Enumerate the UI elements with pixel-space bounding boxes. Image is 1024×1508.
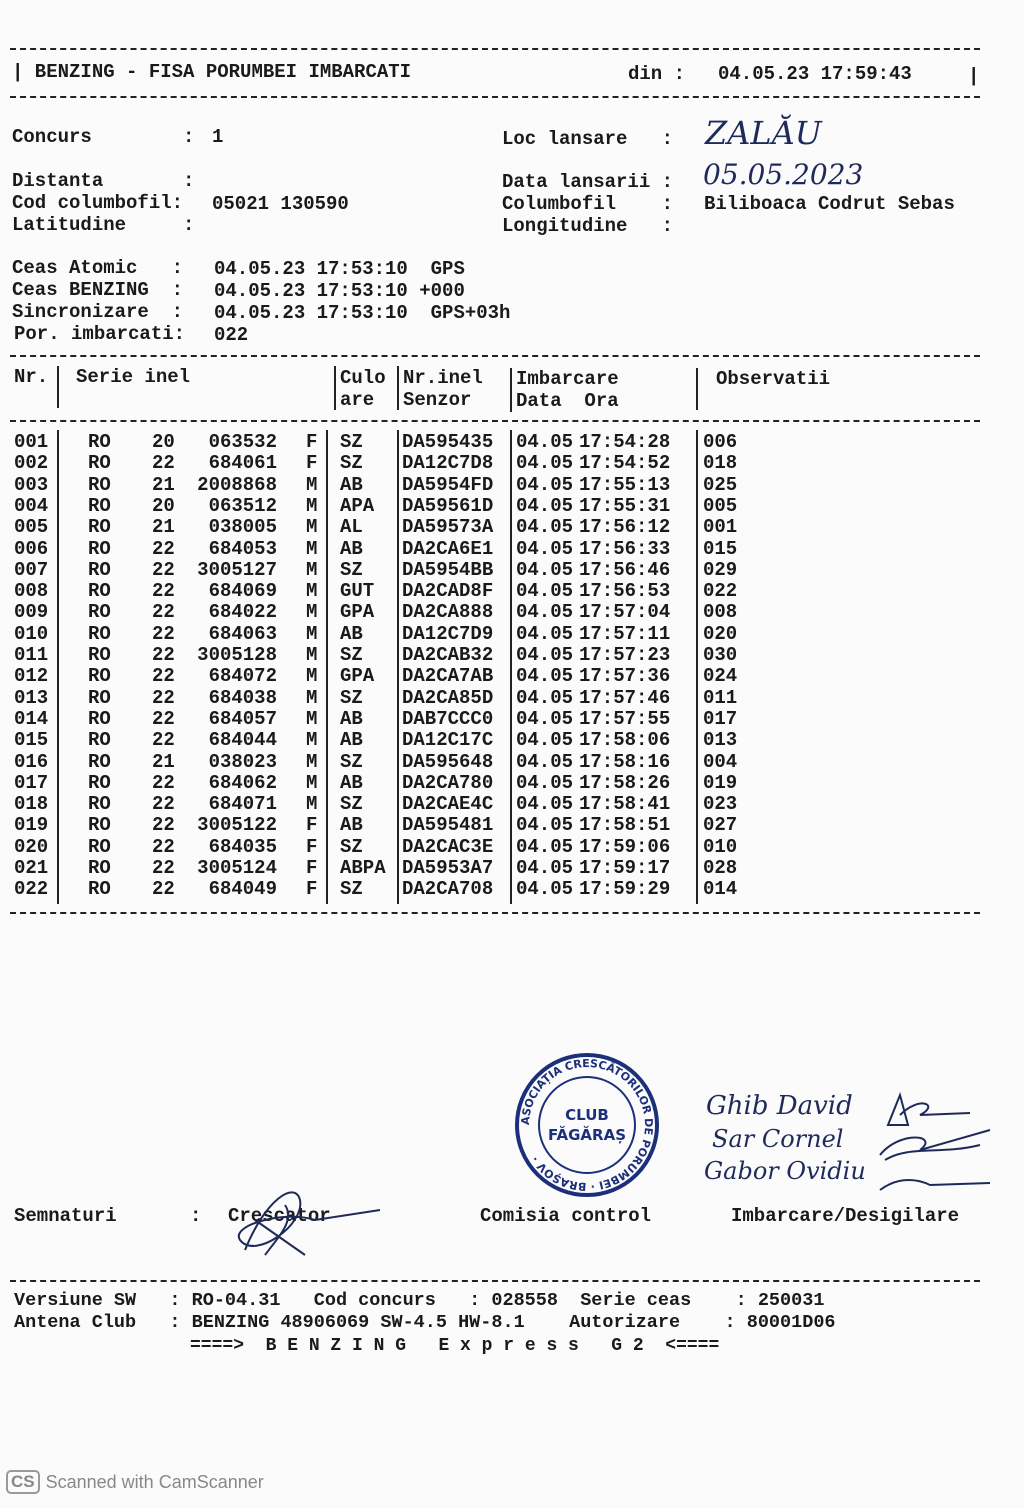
cell-ring: 684038 xyxy=(208,686,277,709)
cell-sensor: DA2CAB32 xyxy=(402,644,494,666)
cell-sensor: DA2CA780 xyxy=(402,771,494,794)
loc-lansare-label: Loc lansare : xyxy=(502,128,674,150)
cell-observatii: 004 xyxy=(703,750,738,773)
cell-date: 04.05 xyxy=(516,516,574,539)
cell-sensor: DA59561D xyxy=(402,494,494,517)
cell-sensor: DA59573A xyxy=(402,516,494,539)
cell-sex: M xyxy=(306,665,318,688)
cell-year: 22 xyxy=(152,452,175,475)
cell-observatii: 001 xyxy=(703,516,738,539)
crescator-label: Crescator xyxy=(228,1205,331,1227)
cell-date: 04.05 xyxy=(516,707,574,730)
cell-year: 22 xyxy=(152,644,175,666)
header-separator xyxy=(397,366,399,410)
cell-ring: 684071 xyxy=(208,793,277,816)
cell-ring: 038005 xyxy=(208,516,277,539)
cell-sex: M xyxy=(306,771,318,794)
column-separator xyxy=(57,430,59,904)
cell-time: 17:59:29 xyxy=(579,878,671,901)
print-datetime: 04.05.23 17:59:43 xyxy=(718,63,912,85)
cell-time: 17:57:55 xyxy=(579,707,671,730)
signer-name-2: Sar Cornel xyxy=(712,1125,844,1153)
cell-time: 17:59:06 xyxy=(579,835,671,858)
cell-sensor: DA12C7D8 xyxy=(402,452,494,475)
col-header-data-ora: Data Ora xyxy=(516,390,619,412)
columbofil-label: Columbofil : xyxy=(502,193,674,215)
cell-sex: M xyxy=(306,729,318,752)
cell-ring: 063532 xyxy=(208,431,277,453)
cell-year: 22 xyxy=(152,707,175,730)
cell-sex: M xyxy=(306,686,318,709)
cell-country: RO xyxy=(88,878,111,901)
cell-country: RO xyxy=(88,452,111,475)
cell-country: RO xyxy=(88,644,111,666)
cell-color: AB xyxy=(340,814,363,837)
cell-country: RO xyxy=(88,771,111,794)
cell-date: 04.05 xyxy=(516,750,574,773)
semnaturi-label: Semnaturi xyxy=(14,1205,117,1227)
cell-color: AB xyxy=(340,473,363,496)
cell-sensor: DA2CA888 xyxy=(402,601,494,624)
cell-country: RO xyxy=(88,729,111,752)
cell-color: SZ xyxy=(340,644,363,666)
cell-observatii: 013 xyxy=(703,729,738,752)
cell-nr: 001 xyxy=(14,431,49,453)
cell-ring: 684072 xyxy=(208,665,277,688)
cell-date: 04.05 xyxy=(516,644,574,666)
cell-time: 17:56:53 xyxy=(579,580,671,603)
cell-nr: 009 xyxy=(14,601,49,624)
ceas-benzing-label: Ceas BENZING : xyxy=(12,279,184,301)
cell-observatii: 024 xyxy=(703,665,738,688)
cell-nr: 006 xyxy=(14,537,49,560)
cell-ring: 3005122 xyxy=(197,814,277,837)
cell-time: 17:57:04 xyxy=(579,601,671,624)
divider xyxy=(10,355,980,357)
divider xyxy=(10,420,980,422)
document-title: | BENZING - FISA PORUMBEI IMBARCATI xyxy=(12,61,412,83)
divider xyxy=(10,1280,980,1282)
cell-observatii: 028 xyxy=(703,857,738,879)
cell-nr: 019 xyxy=(14,814,49,837)
cell-country: RO xyxy=(88,516,111,539)
cell-color: AB xyxy=(340,622,363,645)
porumbei-imbarcati-label: Por. imbarcati: xyxy=(14,323,186,345)
comisia-control-label: Comisia control xyxy=(480,1205,652,1227)
cod-columbofil-label: Cod columbofil: xyxy=(12,192,184,214)
cell-nr: 014 xyxy=(14,707,49,730)
col-header-serie-inel: Serie inel xyxy=(76,366,191,388)
cell-time: 17:58:41 xyxy=(579,793,671,816)
cell-observatii: 019 xyxy=(703,771,738,794)
cell-year: 22 xyxy=(152,665,175,688)
cell-sensor: DA5953A7 xyxy=(402,857,494,879)
cell-year: 22 xyxy=(152,622,175,645)
cell-time: 17:54:28 xyxy=(579,431,671,453)
cell-ring: 684035 xyxy=(208,835,277,858)
cell-nr: 012 xyxy=(14,665,49,688)
cell-sex: M xyxy=(306,644,318,666)
ceas-atomic-label: Ceas Atomic : xyxy=(12,257,184,279)
cell-sex: M xyxy=(306,793,318,816)
cell-sensor: DA5954BB xyxy=(402,558,494,581)
col-header-nr: Nr. xyxy=(14,366,49,388)
cell-sensor: DA595481 xyxy=(402,814,494,837)
cell-observatii: 027 xyxy=(703,814,738,837)
column-separator xyxy=(397,430,399,904)
cell-color: AB xyxy=(340,729,363,752)
cell-time: 17:58:06 xyxy=(579,729,671,752)
columbofil-value: Biliboaca Codrut Sebas xyxy=(704,193,955,215)
inspector-signatures xyxy=(860,1085,1000,1200)
cell-country: RO xyxy=(88,558,111,581)
imbarcare-desigilare-label: Imbarcare/Desigilare xyxy=(731,1205,960,1227)
cell-country: RO xyxy=(88,494,111,517)
footer-antena: Antena Club : BENZING 48906069 SW-4.5 HW-8.1 Autorizare : 80001D06 xyxy=(14,1312,836,1333)
cell-sex: M xyxy=(306,558,318,581)
cell-date: 04.05 xyxy=(516,686,574,709)
cell-sex: M xyxy=(306,516,318,539)
cell-date: 04.05 xyxy=(516,793,574,816)
cell-country: RO xyxy=(88,537,111,560)
cell-country: RO xyxy=(88,622,111,645)
loc-lansare-value: ZALĂU xyxy=(705,114,822,152)
cell-sex: F xyxy=(306,857,318,879)
cell-time: 17:57:36 xyxy=(579,665,671,688)
cell-nr: 003 xyxy=(14,473,49,496)
ceas-atomic-value: 04.05.23 17:53:10 GPS xyxy=(214,258,465,280)
cell-year: 22 xyxy=(152,771,175,794)
cell-observatii: 008 xyxy=(703,601,738,624)
cell-sex: F xyxy=(306,431,318,453)
cell-time: 17:57:23 xyxy=(579,644,671,666)
cell-observatii: 017 xyxy=(703,707,738,730)
cell-year: 22 xyxy=(152,878,175,901)
cell-ring: 2008868 xyxy=(197,473,277,496)
cell-sex: M xyxy=(306,707,318,730)
cell-ring: 063512 xyxy=(208,494,277,517)
cell-sex: M xyxy=(306,494,318,517)
cell-color: SZ xyxy=(340,558,363,581)
cell-nr: 004 xyxy=(14,494,49,517)
cell-ring: 3005127 xyxy=(197,558,277,581)
cell-color: SZ xyxy=(340,835,363,858)
cell-date: 04.05 xyxy=(516,537,574,560)
cell-ring: 038023 xyxy=(208,750,277,773)
col-header-observatii: Observatii xyxy=(716,368,831,390)
cell-date: 04.05 xyxy=(516,878,574,901)
divider xyxy=(10,96,980,98)
cell-sensor: DA2CA6E1 xyxy=(402,537,494,560)
cell-year: 21 xyxy=(152,516,175,539)
cell-sensor: DA2CAE4C xyxy=(402,793,494,816)
cell-color: SZ xyxy=(340,431,363,453)
cell-sex: F xyxy=(306,452,318,475)
cell-sensor: DA595435 xyxy=(402,431,494,453)
cell-ring: 3005128 xyxy=(197,644,277,666)
cell-country: RO xyxy=(88,707,111,730)
cell-country: RO xyxy=(88,835,111,858)
cell-year: 22 xyxy=(152,814,175,837)
camscanner-text: Scanned with CamScanner xyxy=(45,1471,264,1492)
cell-color: SZ xyxy=(340,750,363,773)
cell-year: 20 xyxy=(152,494,175,517)
cell-year: 22 xyxy=(152,537,175,560)
divider xyxy=(10,912,980,914)
col-header-senzor: Senzor xyxy=(403,389,472,411)
column-separator xyxy=(510,430,512,904)
footer-versiune: Versiune SW : RO-04.31 Cod concurs : 028558 Serie ceas : 250031 xyxy=(14,1290,825,1311)
cell-ring: 684069 xyxy=(208,580,277,603)
col-header-nr-inel: Nr.inel xyxy=(403,367,483,389)
cell-nr: 013 xyxy=(14,686,49,709)
cell-sensor: DA5954FD xyxy=(402,473,494,496)
cell-date: 04.05 xyxy=(516,601,574,624)
cell-nr: 015 xyxy=(14,729,49,752)
header-separator xyxy=(334,366,336,410)
cell-observatii: 015 xyxy=(703,537,738,560)
cell-nr: 011 xyxy=(14,644,49,666)
cell-date: 04.05 xyxy=(516,431,574,453)
data-lansarii-label: Data lansarii : xyxy=(502,171,674,193)
cell-color: SZ xyxy=(340,686,363,709)
cell-observatii: 023 xyxy=(703,793,738,816)
column-separator xyxy=(326,430,328,904)
cell-sex: M xyxy=(306,473,318,496)
cell-sensor: DAB7CCC0 xyxy=(402,707,494,730)
header-separator xyxy=(696,368,698,410)
cell-sex: F xyxy=(306,835,318,858)
concurs-value: 1 xyxy=(212,126,224,148)
cell-sensor: DA2CA85D xyxy=(402,686,494,709)
cell-country: RO xyxy=(88,473,111,496)
cell-year: 22 xyxy=(152,601,175,624)
cell-country: RO xyxy=(88,857,111,879)
cell-sex: M xyxy=(306,580,318,603)
cell-country: RO xyxy=(88,431,111,453)
latitudine-label: Latitudine : xyxy=(12,214,195,236)
cell-ring: 684062 xyxy=(208,771,277,794)
data-lansarii-value: 05.05.2023 xyxy=(703,158,864,191)
column-separator xyxy=(696,430,698,904)
cell-sensor: DA12C17C xyxy=(402,729,494,752)
cell-date: 04.05 xyxy=(516,665,574,688)
cell-observatii: 020 xyxy=(703,622,738,645)
cell-time: 17:56:12 xyxy=(579,516,671,539)
club-stamp xyxy=(512,1050,662,1200)
cell-nr: 022 xyxy=(14,878,49,901)
cell-sex: M xyxy=(306,601,318,624)
col-header-culoare-2: are xyxy=(340,389,375,411)
cell-time: 17:56:46 xyxy=(579,558,671,581)
cell-ring: 684049 xyxy=(208,878,277,901)
cell-ring: 684053 xyxy=(208,537,277,560)
cell-observatii: 006 xyxy=(703,431,738,453)
cell-color: ABPA xyxy=(340,857,386,879)
cell-year: 21 xyxy=(152,750,175,773)
cell-year: 22 xyxy=(152,835,175,858)
cell-year: 22 xyxy=(152,558,175,581)
cell-country: RO xyxy=(88,793,111,816)
cell-observatii: 005 xyxy=(703,494,738,517)
cell-color: AB xyxy=(340,771,363,794)
ceas-benzing-value: 04.05.23 17:53:10 +000 xyxy=(214,280,465,302)
cell-sensor: DA595648 xyxy=(402,750,494,773)
cell-color: AB xyxy=(340,707,363,730)
cell-time: 17:58:51 xyxy=(579,814,671,837)
cell-sensor: DA2CA708 xyxy=(402,878,494,901)
cell-date: 04.05 xyxy=(516,473,574,496)
cell-observatii: 018 xyxy=(703,452,738,475)
cell-ring: 684057 xyxy=(208,707,277,730)
cell-sex: M xyxy=(306,622,318,645)
cell-color: SZ xyxy=(340,878,363,901)
cell-time: 17:57:11 xyxy=(579,622,671,645)
cod-columbofil-value: 05021 130590 xyxy=(212,193,349,215)
cell-date: 04.05 xyxy=(516,771,574,794)
cell-ring: 684061 xyxy=(208,452,277,475)
cell-nr: 010 xyxy=(14,622,49,645)
cell-time: 17:58:26 xyxy=(579,771,671,794)
cell-nr: 020 xyxy=(14,835,49,858)
footer-banner: ====> B E N Z I N G E x p r e s s G 2 <==== xyxy=(190,1336,720,1356)
porumbei-imbarcati-value: 022 xyxy=(214,324,249,346)
distanta-label: Distanta : xyxy=(12,170,195,192)
cell-country: RO xyxy=(88,665,111,688)
cell-time: 17:58:16 xyxy=(579,750,671,773)
cell-time: 17:56:33 xyxy=(579,537,671,560)
cell-sensor: DA2CAC3E xyxy=(402,835,494,858)
cell-time: 17:55:31 xyxy=(579,494,671,517)
cell-sensor: DA2CAD8F xyxy=(402,580,494,603)
cell-nr: 008 xyxy=(14,580,49,603)
header-end-bar: | xyxy=(968,65,980,87)
sincronizare-value: 04.05.23 17:53:10 GPS+03h xyxy=(214,302,511,324)
cell-color: AB xyxy=(340,537,363,560)
header-separator xyxy=(510,368,512,412)
cell-observatii: 025 xyxy=(703,473,738,496)
crescator-signature xyxy=(225,1180,385,1270)
svg-text:CLUB: CLUB xyxy=(565,1106,609,1124)
cell-ring: 684022 xyxy=(208,601,277,624)
cell-year: 22 xyxy=(152,580,175,603)
cell-country: RO xyxy=(88,814,111,837)
cell-nr: 017 xyxy=(14,771,49,794)
cell-year: 21 xyxy=(152,473,175,496)
cell-date: 04.05 xyxy=(516,857,574,879)
camscanner-logo-icon: CS xyxy=(6,1470,40,1494)
cell-color: GPA xyxy=(340,601,375,624)
cell-ring: 684044 xyxy=(208,729,277,752)
cell-nr: 007 xyxy=(14,558,49,581)
cell-color: SZ xyxy=(340,793,363,816)
cell-date: 04.05 xyxy=(516,729,574,752)
cell-sensor: DA12C7D9 xyxy=(402,622,494,645)
cell-observatii: 022 xyxy=(703,580,738,603)
cell-sensor: DA2CA7AB xyxy=(402,665,494,688)
cell-ring: 684063 xyxy=(208,622,277,645)
cell-nr: 002 xyxy=(14,452,49,475)
din-label: din : xyxy=(628,63,686,85)
header-separator xyxy=(57,366,59,408)
cell-year: 22 xyxy=(152,729,175,752)
cell-observatii: 011 xyxy=(703,686,738,709)
cell-color: SZ xyxy=(340,452,363,475)
cell-time: 17:54:52 xyxy=(579,452,671,475)
sincronizare-label: Sincronizare : xyxy=(12,301,184,323)
cell-country: RO xyxy=(88,580,111,603)
cell-observatii: 030 xyxy=(703,644,738,666)
cell-year: 22 xyxy=(152,857,175,879)
cell-year: 20 xyxy=(152,431,175,453)
cell-time: 17:55:13 xyxy=(579,473,671,496)
cell-sex: F xyxy=(306,878,318,901)
cell-date: 04.05 xyxy=(516,814,574,837)
cell-color: GUT xyxy=(340,580,375,603)
cell-observatii: 029 xyxy=(703,558,738,581)
cell-time: 17:57:46 xyxy=(579,686,671,709)
semnaturi-colon: : xyxy=(190,1205,202,1227)
concurs-label: Concurs : xyxy=(12,126,195,148)
cell-year: 22 xyxy=(152,686,175,709)
cell-date: 04.05 xyxy=(516,494,574,517)
cell-sex: M xyxy=(306,750,318,773)
cell-nr: 021 xyxy=(14,857,49,879)
cell-date: 04.05 xyxy=(516,835,574,858)
cell-color: APA xyxy=(340,494,375,517)
col-header-culoare: Culo xyxy=(340,367,386,389)
signer-name-1: Ghib David xyxy=(706,1091,853,1121)
cell-year: 22 xyxy=(152,793,175,816)
col-header-imbarcare: Imbarcare xyxy=(516,368,619,390)
cell-date: 04.05 xyxy=(516,558,574,581)
cell-nr: 005 xyxy=(14,516,49,539)
cell-color: AL xyxy=(340,516,363,539)
cell-ring: 3005124 xyxy=(197,857,277,879)
cell-date: 04.05 xyxy=(516,622,574,645)
longitudine-label: Longitudine : xyxy=(502,215,674,237)
cell-observatii: 014 xyxy=(703,878,738,901)
cell-color: GPA xyxy=(340,665,375,688)
cell-country: RO xyxy=(88,686,111,709)
signer-name-3: Gabor Ovidiu xyxy=(704,1157,866,1185)
divider xyxy=(10,48,980,50)
cell-observatii: 010 xyxy=(703,835,738,858)
cell-country: RO xyxy=(88,750,111,773)
cell-date: 04.05 xyxy=(516,580,574,603)
cell-sex: M xyxy=(306,537,318,560)
cell-time: 17:59:17 xyxy=(579,857,671,879)
cell-nr: 016 xyxy=(14,750,49,773)
svg-text:FĂGĂRAȘ: FĂGĂRAȘ xyxy=(547,1126,627,1144)
cell-nr: 018 xyxy=(14,793,49,816)
svg-text:ASOCIAȚIA CRESCĂTORILOR DE POR: ASOCIAȚIA CRESCĂTORILOR DE PORUMBEI · BRAȘOV · xyxy=(518,1056,656,1194)
cell-sex: F xyxy=(306,814,318,837)
camscanner-watermark xyxy=(6,1470,264,1494)
cell-country: RO xyxy=(88,601,111,624)
cell-date: 04.05 xyxy=(516,452,574,475)
